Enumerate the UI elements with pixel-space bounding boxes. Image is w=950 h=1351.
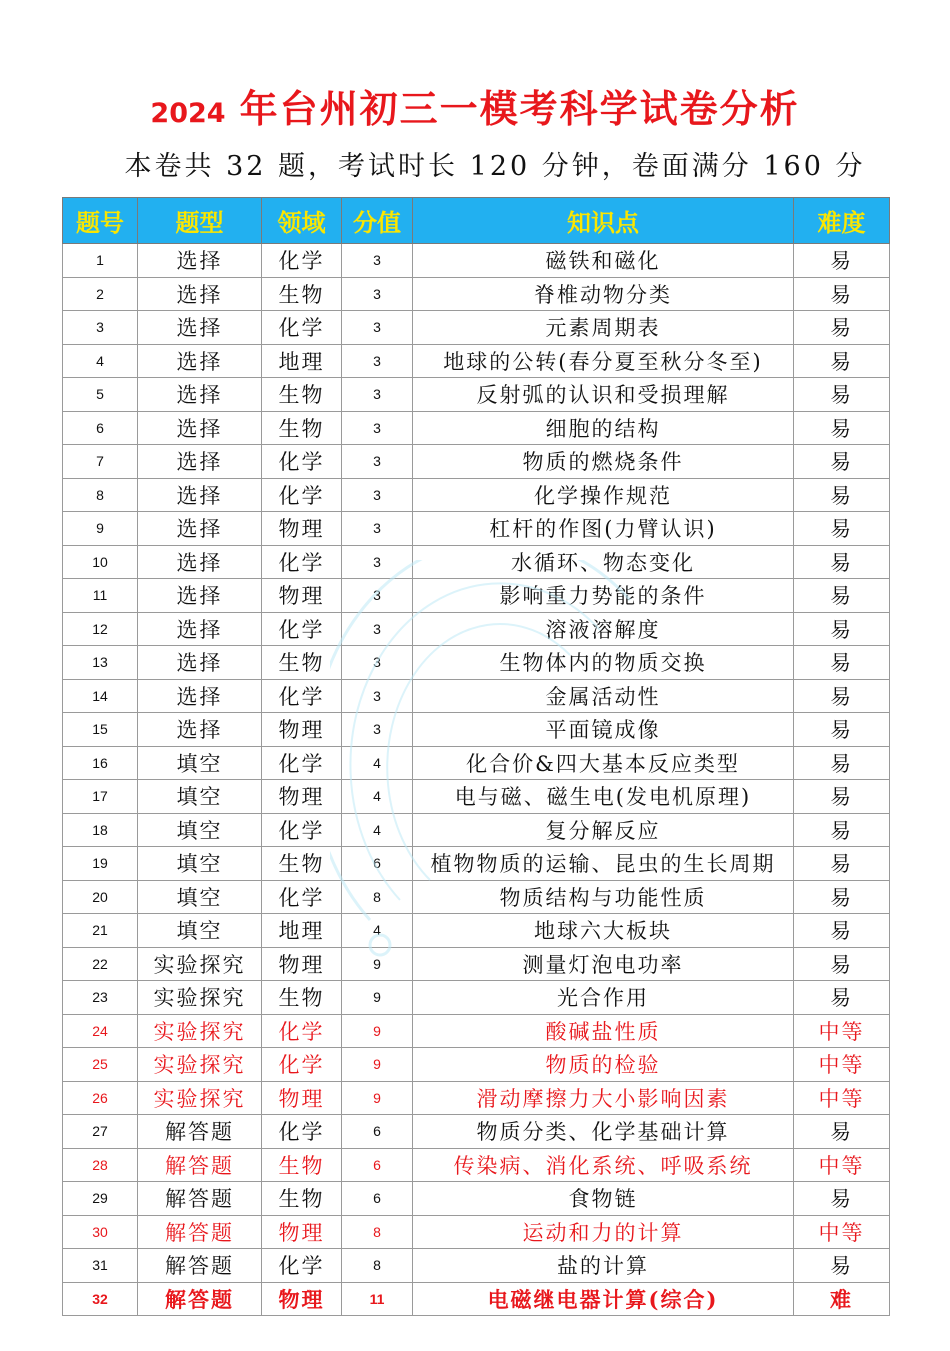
question-type-cell: 填空: [138, 746, 262, 780]
difficulty-cell: 易: [794, 1249, 890, 1283]
knowledge-point-cell: 化合价&四大基本反应类型: [413, 746, 794, 780]
knowledge-point-cell: 杠杆的作图(力臂认识): [413, 512, 794, 546]
table-header-row: [63, 198, 890, 244]
score-cell: 3: [342, 612, 413, 646]
score-cell: 3: [342, 411, 413, 445]
question-no-cell: 27: [63, 1115, 138, 1149]
question-type-cell: 实验探究: [138, 1048, 262, 1082]
question-type-cell: 选择: [138, 344, 262, 378]
table-row: [63, 411, 890, 445]
question-type-cell: 填空: [138, 780, 262, 814]
table-row: [63, 1014, 890, 1048]
knowledge-point-cell: 影响重力势能的条件: [413, 579, 794, 613]
table-row: [63, 1282, 890, 1316]
knowledge-point-cell: 运动和力的计算: [413, 1215, 794, 1249]
table-row: [63, 445, 890, 479]
score-cell: 3: [342, 512, 413, 546]
knowledge-point-cell: 地球六大板块: [413, 914, 794, 948]
table-row: [63, 277, 890, 311]
knowledge-point-cell: 电与磁、磁生电(发电机原理): [413, 780, 794, 814]
score-cell: 6: [342, 1115, 413, 1149]
header-domain: 领域: [262, 198, 342, 244]
difficulty-cell: 易: [794, 1115, 890, 1149]
header-question-no: 题号: [63, 198, 138, 244]
question-no-cell: 16: [63, 746, 138, 780]
question-type-cell: 实验探究: [138, 947, 262, 981]
knowledge-point-cell: 溶液溶解度: [413, 612, 794, 646]
domain-cell: 地理: [262, 344, 342, 378]
knowledge-point-cell: 元素周期表: [413, 311, 794, 345]
question-type-cell: 选择: [138, 244, 262, 278]
page-title: [0, 78, 950, 133]
domain-cell: 生物: [262, 847, 342, 881]
difficulty-cell: 易: [794, 1182, 890, 1216]
domain-cell: 化学: [262, 1048, 342, 1082]
knowledge-point-cell: 脊椎动物分类: [413, 277, 794, 311]
difficulty-cell: 易: [794, 478, 890, 512]
knowledge-point-cell: 食物链: [413, 1182, 794, 1216]
table-row: [63, 1249, 890, 1283]
difficulty-cell: 易: [794, 981, 890, 1015]
difficulty-cell: 易: [794, 244, 890, 278]
domain-cell: 生物: [262, 277, 342, 311]
question-no-cell: 24: [63, 1014, 138, 1048]
difficulty-cell: 易: [794, 512, 890, 546]
question-type-cell: 实验探究: [138, 1081, 262, 1115]
question-type-cell: 实验探究: [138, 1014, 262, 1048]
score-cell: 6: [342, 847, 413, 881]
score-cell: 3: [342, 244, 413, 278]
domain-cell: 生物: [262, 646, 342, 680]
question-type-cell: 解答题: [138, 1115, 262, 1149]
domain-cell: 生物: [262, 378, 342, 412]
domain-cell: 物理: [262, 512, 342, 546]
score-cell: 3: [342, 445, 413, 479]
difficulty-cell: 中等: [794, 1014, 890, 1048]
domain-cell: 化学: [262, 311, 342, 345]
knowledge-point-cell: 测量灯泡电功率: [413, 947, 794, 981]
domain-cell: 化学: [262, 746, 342, 780]
domain-cell: 化学: [262, 244, 342, 278]
knowledge-point-cell: 地球的公转(春分夏至秋分冬至): [413, 344, 794, 378]
question-no-cell: 23: [63, 981, 138, 1015]
difficulty-cell: 易: [794, 746, 890, 780]
question-type-cell: 选择: [138, 579, 262, 613]
domain-cell: 物理: [262, 579, 342, 613]
knowledge-point-cell: 物质结构与功能性质: [413, 880, 794, 914]
question-no-cell: 18: [63, 813, 138, 847]
question-no-cell: 11: [63, 579, 138, 613]
table-row: [63, 646, 890, 680]
score-cell: 4: [342, 813, 413, 847]
question-no-cell: 22: [63, 947, 138, 981]
difficulty-cell: 易: [794, 880, 890, 914]
domain-cell: 化学: [262, 1249, 342, 1283]
knowledge-point-cell: 酸碱盐性质: [413, 1014, 794, 1048]
table-row: [63, 1182, 890, 1216]
score-cell: 8: [342, 1215, 413, 1249]
domain-cell: 地理: [262, 914, 342, 948]
question-type-cell: 选择: [138, 277, 262, 311]
table-row: [63, 1215, 890, 1249]
table-row: [63, 344, 890, 378]
table-row: [63, 981, 890, 1015]
domain-cell: 生物: [262, 981, 342, 1015]
difficulty-cell: 易: [794, 378, 890, 412]
question-type-cell: 填空: [138, 847, 262, 881]
question-type-cell: 解答题: [138, 1215, 262, 1249]
difficulty-cell: 易: [794, 679, 890, 713]
table-row: [63, 746, 890, 780]
question-type-cell: 选择: [138, 445, 262, 479]
score-cell: 9: [342, 1014, 413, 1048]
knowledge-point-cell: 水循环、物态变化: [413, 545, 794, 579]
score-cell: 3: [342, 344, 413, 378]
table-row: [63, 914, 890, 948]
header-knowledge-point: 知识点: [413, 198, 794, 244]
difficulty-cell: 易: [794, 780, 890, 814]
difficulty-cell: 易: [794, 311, 890, 345]
knowledge-point-cell: 磁铁和磁化: [413, 244, 794, 278]
score-cell: 3: [342, 378, 413, 412]
difficulty-cell: 易: [794, 277, 890, 311]
question-no-cell: 6: [63, 411, 138, 445]
question-no-cell: 31: [63, 1249, 138, 1283]
domain-cell: 化学: [262, 880, 342, 914]
table-row: [63, 478, 890, 512]
difficulty-cell: 中等: [794, 1148, 890, 1182]
score-cell: 3: [342, 478, 413, 512]
table-row: [63, 1048, 890, 1082]
question-type-cell: 填空: [138, 914, 262, 948]
score-cell: 11: [342, 1282, 413, 1316]
score-cell: 6: [342, 1182, 413, 1216]
table-row: [63, 612, 890, 646]
score-cell: 4: [342, 746, 413, 780]
question-no-cell: 4: [63, 344, 138, 378]
knowledge-point-cell: 物质分类、化学基础计算: [413, 1115, 794, 1149]
score-cell: 6: [342, 1148, 413, 1182]
question-no-cell: 8: [63, 478, 138, 512]
domain-cell: 化学: [262, 478, 342, 512]
difficulty-cell: 中等: [794, 1081, 890, 1115]
question-no-cell: 2: [63, 277, 138, 311]
score-cell: 8: [342, 880, 413, 914]
table-row: [63, 512, 890, 546]
difficulty-cell: 易: [794, 914, 890, 948]
question-type-cell: 选择: [138, 512, 262, 546]
domain-cell: 生物: [262, 1182, 342, 1216]
score-cell: 3: [342, 277, 413, 311]
difficulty-cell: 易: [794, 646, 890, 680]
header-question-type: 题型: [138, 198, 262, 244]
question-type-cell: 解答题: [138, 1182, 262, 1216]
domain-cell: 生物: [262, 1148, 342, 1182]
table-row: [63, 713, 890, 747]
table-row: [63, 244, 890, 278]
difficulty-cell: 易: [794, 344, 890, 378]
score-cell: 9: [342, 981, 413, 1015]
question-type-cell: 解答题: [138, 1282, 262, 1316]
question-no-cell: 12: [63, 612, 138, 646]
question-no-cell: 32: [63, 1282, 138, 1316]
question-type-cell: 选择: [138, 378, 262, 412]
knowledge-point-cell: 细胞的结构: [413, 411, 794, 445]
score-cell: 3: [342, 579, 413, 613]
question-no-cell: 1: [63, 244, 138, 278]
difficulty-cell: 易: [794, 411, 890, 445]
question-type-cell: 解答题: [138, 1249, 262, 1283]
knowledge-point-cell: 光合作用: [413, 981, 794, 1015]
difficulty-cell: 易: [794, 445, 890, 479]
domain-cell: 化学: [262, 445, 342, 479]
question-type-cell: 选择: [138, 713, 262, 747]
table-row: [63, 378, 890, 412]
knowledge-point-cell: 滑动摩擦力大小影响因素: [413, 1081, 794, 1115]
table-row: [63, 311, 890, 345]
question-no-cell: 7: [63, 445, 138, 479]
question-type-cell: 选择: [138, 679, 262, 713]
knowledge-point-cell: 物质的燃烧条件: [413, 445, 794, 479]
score-cell: 3: [342, 311, 413, 345]
question-type-cell: 填空: [138, 880, 262, 914]
table-row: [63, 545, 890, 579]
knowledge-point-cell: 生物体内的物质交换: [413, 646, 794, 680]
table-row: [63, 947, 890, 981]
question-no-cell: 21: [63, 914, 138, 948]
domain-cell: 化学: [262, 679, 342, 713]
question-no-cell: 28: [63, 1148, 138, 1182]
domain-cell: 化学: [262, 1014, 342, 1048]
difficulty-cell: 易: [794, 713, 890, 747]
score-cell: 9: [342, 1048, 413, 1082]
question-type-cell: 填空: [138, 813, 262, 847]
title-main: 年台州初三一模考科学试卷分析: [239, 87, 800, 131]
table-row: [63, 1115, 890, 1149]
domain-cell: 物理: [262, 1081, 342, 1115]
question-no-cell: 3: [63, 311, 138, 345]
domain-cell: 化学: [262, 1115, 342, 1149]
question-type-cell: 选择: [138, 411, 262, 445]
question-no-cell: 17: [63, 780, 138, 814]
table-row: [63, 1081, 890, 1115]
knowledge-point-cell: 物质的检验: [413, 1048, 794, 1082]
difficulty-cell: 易: [794, 612, 890, 646]
domain-cell: 物理: [262, 713, 342, 747]
header-score: 分值: [342, 198, 413, 244]
knowledge-point-cell: 传染病、消化系统、呼吸系统: [413, 1148, 794, 1182]
difficulty-cell: 易: [794, 813, 890, 847]
domain-cell: 化学: [262, 545, 342, 579]
knowledge-point-cell: 复分解反应: [413, 813, 794, 847]
score-cell: 3: [342, 646, 413, 680]
knowledge-point-cell: 金属活动性: [413, 679, 794, 713]
question-type-cell: 解答题: [138, 1148, 262, 1182]
question-no-cell: 10: [63, 545, 138, 579]
title-year: 2024: [150, 98, 226, 129]
difficulty-cell: 难: [794, 1282, 890, 1316]
domain-cell: 化学: [262, 813, 342, 847]
question-no-cell: 29: [63, 1182, 138, 1216]
knowledge-point-cell: 反射弧的认识和受损理解: [413, 378, 794, 412]
table-row: [63, 579, 890, 613]
table-body: [63, 244, 890, 1316]
knowledge-point-cell: 平面镜成像: [413, 713, 794, 747]
domain-cell: 化学: [262, 612, 342, 646]
knowledge-point-cell: 盐的计算: [413, 1249, 794, 1283]
question-no-cell: 9: [63, 512, 138, 546]
domain-cell: 物理: [262, 780, 342, 814]
score-cell: 9: [342, 1081, 413, 1115]
analysis-table: [62, 197, 890, 1316]
difficulty-cell: 易: [794, 947, 890, 981]
question-no-cell: 5: [63, 378, 138, 412]
difficulty-cell: 易: [794, 545, 890, 579]
question-no-cell: 26: [63, 1081, 138, 1115]
question-no-cell: 15: [63, 713, 138, 747]
question-no-cell: 19: [63, 847, 138, 881]
table-row: [63, 813, 890, 847]
question-type-cell: 选择: [138, 311, 262, 345]
exam-summary: 本卷共 32 题，考试时长 120 分钟，卷面满分 160 分: [124, 151, 866, 182]
score-cell: 4: [342, 780, 413, 814]
table-row: [63, 780, 890, 814]
domain-cell: 物理: [262, 1282, 342, 1316]
domain-cell: 物理: [262, 1215, 342, 1249]
question-type-cell: 选择: [138, 612, 262, 646]
question-no-cell: 13: [63, 646, 138, 680]
knowledge-point-cell: 电磁继电器计算(综合): [413, 1282, 794, 1316]
score-cell: 3: [342, 545, 413, 579]
difficulty-cell: 中等: [794, 1215, 890, 1249]
score-cell: 3: [342, 679, 413, 713]
score-cell: 9: [342, 947, 413, 981]
header-difficulty: 难度: [794, 198, 890, 244]
question-type-cell: 选择: [138, 646, 262, 680]
score-cell: 4: [342, 914, 413, 948]
question-no-cell: 30: [63, 1215, 138, 1249]
question-no-cell: 14: [63, 679, 138, 713]
score-cell: 8: [342, 1249, 413, 1283]
question-type-cell: 选择: [138, 545, 262, 579]
question-no-cell: 25: [63, 1048, 138, 1082]
question-type-cell: 实验探究: [138, 981, 262, 1015]
difficulty-cell: 易: [794, 847, 890, 881]
score-cell: 3: [342, 713, 413, 747]
table-row: [63, 847, 890, 881]
question-type-cell: 选择: [138, 478, 262, 512]
difficulty-cell: 易: [794, 579, 890, 613]
knowledge-point-cell: 化学操作规范: [413, 478, 794, 512]
difficulty-cell: 中等: [794, 1048, 890, 1082]
question-no-cell: 20: [63, 880, 138, 914]
table-row: [63, 679, 890, 713]
table-row: [63, 880, 890, 914]
knowledge-point-cell: 植物物质的运输、昆虫的生长周期: [413, 847, 794, 881]
domain-cell: 物理: [262, 947, 342, 981]
domain-cell: 生物: [262, 411, 342, 445]
table-row: [63, 1148, 890, 1182]
